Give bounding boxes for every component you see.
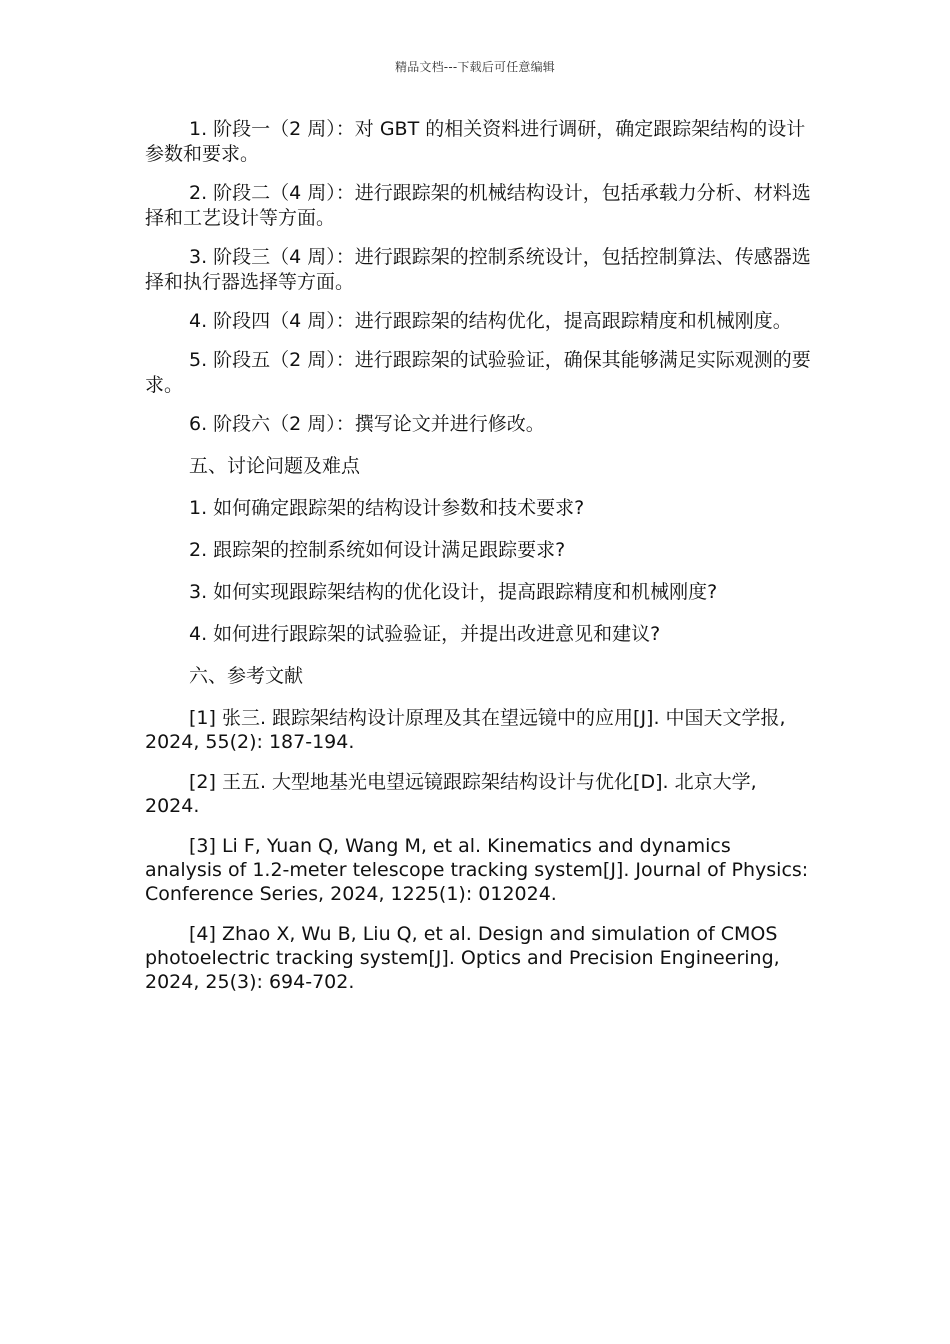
stage-item-2: 2. 阶段二（4 周）：进行跟踪架的机械结构设计，包括承载力分析、材料选择和工艺设计等方面。 [145,182,811,229]
discussion-item-2: 2. 跟踪架的控制系统如何设计满足跟踪要求? [189,539,566,561]
discussion-item-3: 3. 如何实现跟踪架结构的优化设计，提高跟踪精度和机械刚度? [189,581,718,603]
reference-item-4: [4] Zhao X, Wu B, Liu Q, et al. Design and simulation of CMOS photoelectric tracking system[J]. Optics and Precision Engineering, 2024, 25(3): 694-702. [145,923,780,993]
reference-item-2: [2] 王五. 大型地基光电望远镜跟踪架结构设计与优化[D]. 北京大学, 2024. [145,771,757,817]
document-body [145,117,813,1010]
section-heading-discussion: 五、讨论问题及难点 [189,455,361,477]
stage-item-3: 3. 阶段三（4 周）：进行跟踪架的控制系统设计，包括控制算法、传感器选择和执行器选择等方面。 [145,246,811,293]
discussion-item-1: 1. 如何确定跟踪架的结构设计参数和技术要求? [189,497,585,519]
reference-item-1: [1] 张三. 跟踪架结构设计原理及其在望远镜中的应用[J]. 中国天文学报, 2024, 55(2): 187-194. [145,707,786,753]
reference-item-3: [3] Li F, Yuan Q, Wang M, et al. Kinematics and dynamics analysis of 1.2-meter telescope tracking system[J]. Journal of Physics: Conference Series, 2024, 1225(1): 012024. [145,835,809,905]
stage-item-6: 6. 阶段六（2 周）：撰写论文并进行修改。 [189,413,545,435]
stage-item-4: 4. 阶段四（4 周）：进行跟踪架的结构优化，提高跟踪精度和机械刚度。 [189,310,792,332]
stage-item-5: 5. 阶段五（2 周）：进行跟踪架的试验验证，确保其能够满足实际观测的要求。 [145,349,811,396]
section-heading-references: 六、参考文献 [189,665,304,687]
discussion-item-4: 4. 如何进行跟踪架的试验验证，并提出改进意见和建议? [189,623,661,645]
stage-item-1: 1. 阶段一（2 周）：对 GBT 的相关资料进行调研，确定跟踪架结构的设计参数和要求。 [145,118,806,165]
page-header: 精品文档---下载后可任意编辑 [395,60,555,74]
